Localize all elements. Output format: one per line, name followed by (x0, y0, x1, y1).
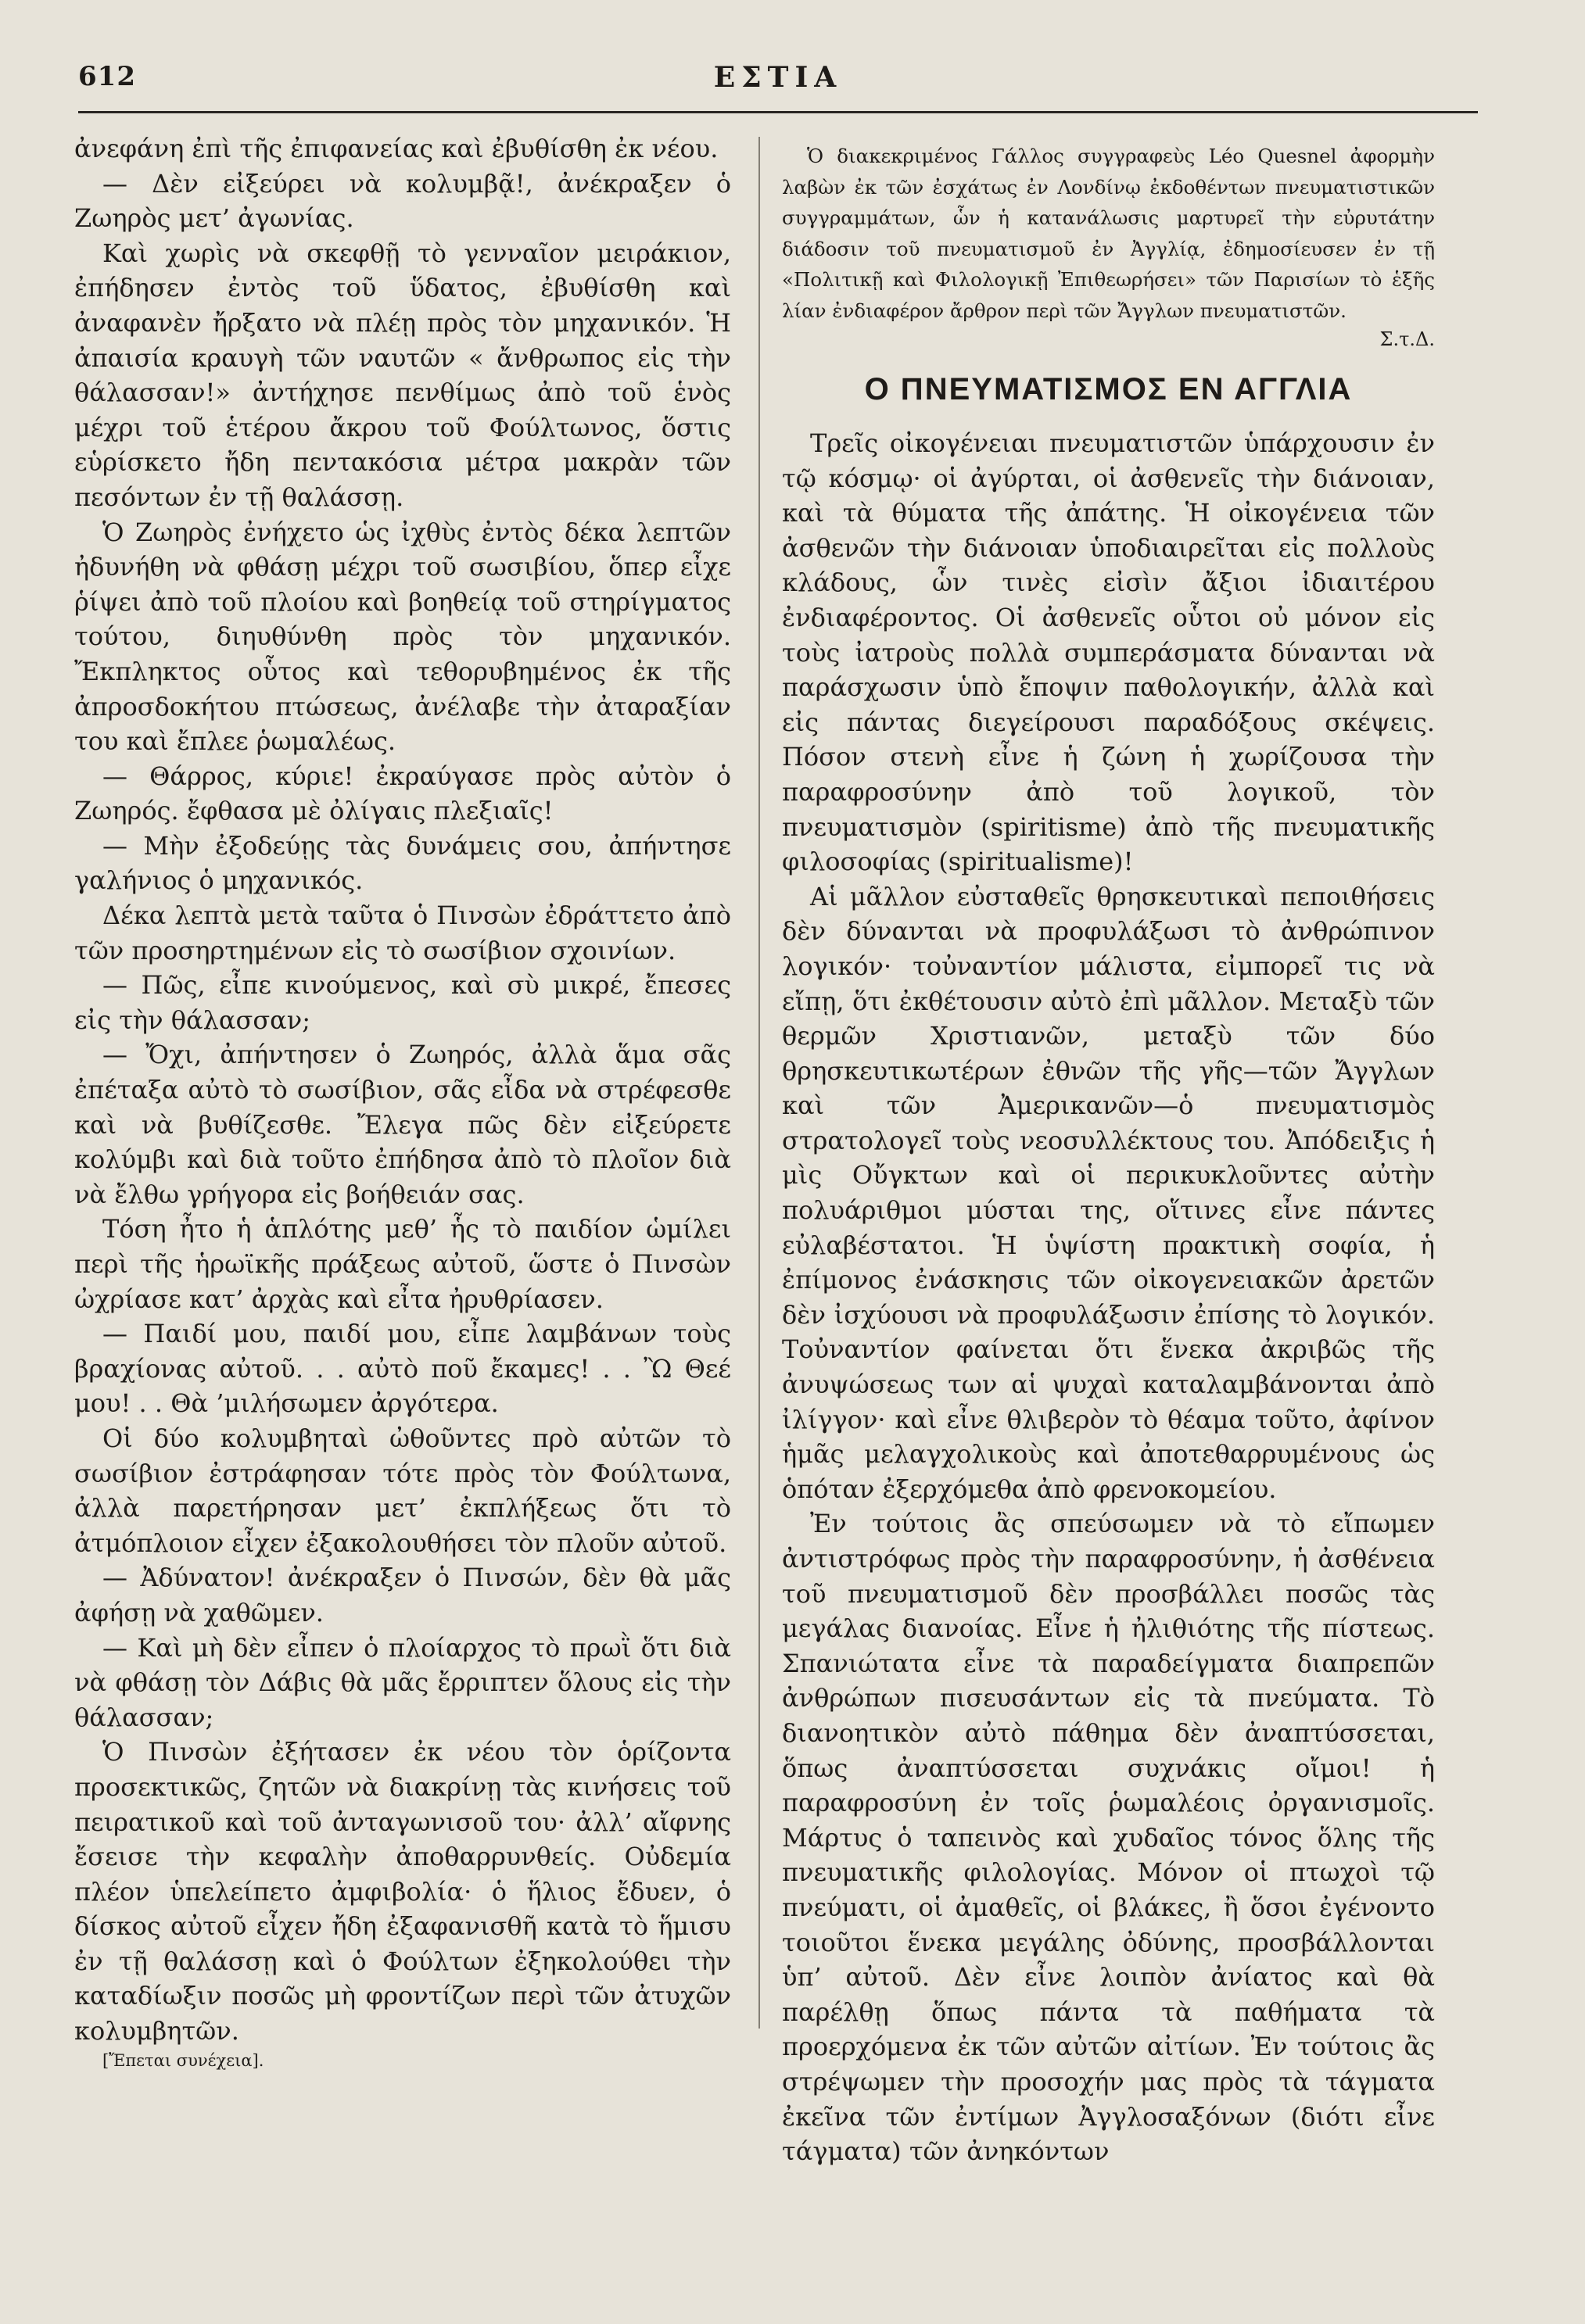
article-paragraph: Τρεῖς οἰκογένειαι πνευματιστῶν ὑπάρχουσιν ἐν τῷ κόσμῳ· οἱ ἀγύρται, οἱ ἀσθενεῖς τὴν διάνοιαν, καὶ τὰ θύματα τῆς ἀπάτης. Ἡ οἰκογένεια τῶν ἀσθενῶν τὴν διάνοιαν ὑποδιαιρεῖται εἰς πολλοὺς κλάδους, ὧν τινὲς εἰσὶν ἄξιοι ἰδιαιτέρου ἐνδιαφέροντος. Οἱ ἀσθενεῖς οὗτοι οὐ μόνον εἰς τοὺς ἰατροὺς πολλὰ συμπεράσματα δύνανται νὰ παράσχωσιν ὑπὸ ἔποψιν παθολογικήν, ἀλλὰ καὶ εἰς πάντας διεγείρουσι παραδόξους σκέψεις. Πόσον στενὴ εἶνε ἡ ζώνη ἡ χωρίζουσα τὴν παραφροσύνην ἀπὸ τοῦ λογικοῦ, τὸν πνευματισμὸν (spiritisme) ἀπὸ τῆς πνευματικῆς φιλοσοφίας (spiritualisme)! (782, 428, 1435, 877)
story-paragraph: — Ὄχι, ἀπήντησεν ὁ Ζωηρός, ἀλλὰ ἅμα σᾶς ἐπέταξα αὐτὸ τὸ σωσίβιον, σᾶς εἶδα νὰ στρέφεσθε καὶ νὰ βυθίζεσθε. Ἔλεγα πῶς δὲν εἰξεύρετε κολύμβι καὶ διὰ τοῦτο ἐπήδησα ἀπὸ τὸ πλοῖον διὰ νὰ ἔλθω γρήγορα εἰς βοήθειάν σας. (74, 1040, 731, 1209)
story-paragraph: — Ἀδύνατον! ἀνέκραξεν ὁ Πινσών, δὲν θὰ μᾶς ἀφήσῃ νὰ χαθῶμεν. (74, 1563, 731, 1628)
article-paragraph: Αἱ μᾶλλον εὐσταθεῖς θρησκευτικαὶ πεποιθήσεις δὲν δύνανται νὰ προφυλάξωσι τὸ ἀνθρώπινον λογικόν· τοὐναντίον μάλιστα, εἰμπορεῖ τις νὰ εἴπῃ, ὅτι ἐκθέτουσιν αὐτὸ ἐπὶ μᾶλλον. Μεταξὺ τῶν θερμῶν Χριστιανῶν, μεταξὺ τῶν δύο θρησκευτικωτέρων ἐθνῶν τῆς γῆς—τῶν Ἄγγλων καὶ τῶν Ἀμερικανῶν—ὁ πνευματισμὸς στρατολογεῖ τοὺς νεοσυλλέκτους του. Ἀπόδειξις ἡ μὶς Οὔγκτων καὶ οἱ περικυκλοῦντες αὐτὴν πολυάριθμοι μύσται της, οἵτινες εἶνε πάντες εὐλαβέστατοι. Ἡ ὑψίστη πρακτικὴ σοφία, ἡ ἐπίμονος ἐνάσκησις τῶν οἰκογενειακῶν ἀρετῶν δὲν ἰσχύουσι νὰ προφυλάξωσιν ἐπίσης τὸ λογικόν. Τοὐναντίον φαίνεται ὅτι ἕνεκα ἀκριβῶς τῆς ἀνυψώσεως των αἱ ψυχαὶ καταλαμβάνονται ἀπὸ ἰλίγγον· καὶ εἶνε θλιβερὸν τὸ θέαμα τοῦτο, ἀφίνον ἡμᾶς μελαγχολικοὺς καὶ ἀποτεθαρρυμένους ὡς ὁπόταν ἐξερχόμεθα ἀπὸ φρενοκομείου. (782, 881, 1435, 1504)
story-paragraph: — Θάρρος, κύριε! ἐκραύγασε πρὸς αὐτὸν ὁ Ζωηρός. ἔφθασα μὲ ὀλίγαις πλεξιαῖς! (74, 761, 731, 826)
story-paragraph: — Παιδί μου, παιδί μου, εἶπε λαμβάνων τοὺς βραχίονας αὐτοῦ. . . αὐτὸ ποῦ ἔκαμες! . . Ὢ Θεέ μου! . . Θὰ ’μιλήσωμεν ἀργότερα. (74, 1319, 731, 1419)
left-column (74, 131, 731, 2072)
page-number: 612 (78, 61, 136, 92)
story-paragraph: Δέκα λεπτὰ μετὰ ταῦτα ὁ Πινσὼν ἐδράττετο ἀπὸ τῶν προσηρτημένων εἰς τὸ σωσίβιον σχοινίων. (74, 901, 731, 965)
story-paragraph: — Πῶς, εἶπε κινούμενος, καὶ σὺ μικρέ, ἔπεσες εἰς τὴν θάλασσαν; (74, 970, 731, 1035)
story-paragraph: — Μὴν ἐξοδεύῃς τὰς δυνάμεις σου, ἀπήντησε γαλήνιος ὁ μηχανικός. (74, 830, 731, 896)
story-paragraph: — Καὶ μὴ δὲν εἶπεν ὁ πλοίαρχος τὸ πρωῒ ὅτι διὰ νὰ φθάσῃ τὸν Δάβις θὰ μᾶς ἔρριπτεν ὅλους εἰς τὴν θάλασσαν; (74, 1632, 731, 1732)
editor-note-text: Ὁ διακεκριμένος Γάλλος συγγραφεὺς Léo Quesnel ἀφορμὴν λαβὼν ἐκ τῶν ἐσχάτως ἐν Λονδίνῳ ἐκδοθέντων πνευματιστικῶν συγγραμμάτων, ὧν ἡ κατανάλωσις μαρτυρεῖ τὴν εὐρυτάτην διάδοσιν τοῦ πνευματισμοῦ ἐν Ἀγγλίᾳ, ἐδημοσίευσεν ἐν τῇ «Πολιτικῇ καὶ Φιλολογικῇ Ἐπιθεωρήσει» τῶν Παρισίων τὸ ἑξῆς λίαν ἐνδιαφέρον ἄρθρον περὶ τῶν Ἄγγλων πνευματιστῶν. (782, 145, 1435, 322)
right-column (782, 141, 1435, 2169)
story-paragraph: Οἱ δύο κολυμβηταὶ ὠθοῦντες πρὸ αὐτῶν τὸ σωσίβιον ἐστράφησαν τότε πρὸς τὸν Φούλτωνα, ἀλλὰ παρετήρησαν μετ’ ἐκπλήξεως ὅτι τὸ ἀτμόπλοιον εἶχεν ἐξακολουθήσει τὸν πλοῦν αὐτοῦ. (74, 1423, 731, 1558)
story-paragraph: Ὁ Πινσὼν ἐξήτασεν ἐκ νέου τὸν ὁρίζοντα προσεκτικῶς, ζητῶν νὰ διακρίνῃ τὰς κινήσεις τοῦ πειρατικοῦ καὶ τοῦ ἀνταγωνισοῦ του· ἀλλ’ αἴφνης ἔσεισε τὴν κεφαλὴν ἀποθαρρυνθείς. Οὐδεμία πλέον ὑπελείπετο ἀμφιβολία· ὁ ἥλιος ἔδυεν, ὁ δίσκος αὐτοῦ εἶχεν ἤδη ἐξαφανισθῆ κατὰ τὸ ἥμισυ ἐν τῇ θαλάσσῃ καὶ ὁ Φούλτων ἐξηκολούθει τὴν καταδίωξιν ποσῶς μὴ φροντίζων περὶ τῶν ἀτυχῶν κολυμβητῶν. (74, 1737, 731, 2046)
article-paragraph: Ἐν τούτοις ἂς σπεύσωμεν νὰ τὸ εἴπωμεν ἀντιστρόφως πρὸς τὴν παραφροσύνην, ἡ ἀσθένεια τοῦ πνευματισμοῦ δὲν προσβάλλει ποσῶς τὰς μεγάλας διανοίας. Εἶνε ἡ ἠλιθιότης τῆς πίστεως. Σπανιώτατα εἶνε τὰ παραδείγματα διαπρεπῶν ἀνθρώπων πισευσάντων εἰς τὰ πνεύματα. Τὸ διανοητικὸν αὐτὸ πάθημα δὲν ἀναπτύσσεται, ὅπως ἀναπτύσσεται συχνάκις οἴμοι! ἡ παραφροσύνη ἐν τοῖς ῥωμαλέοις ὀργανισμοῖς. Μάρτυς ὁ ταπεινὸς καὶ χυδαῖος τόνος ὅλης τῆς πνευματικῆς φιλολογίας. Μόνον οἱ πτωχοὶ τῷ πνεύματι, οἱ ἀμαθεῖς, οἱ βλάκες, ἢ ὅσοι ἐγένοντο τοιοῦτοι ἕνεκα μεγάλης ὀδύνης, προσβάλλονται ὑπ’ αὐτοῦ. Δὲν εἶνε λοιπὸν ἀνίατος καὶ θὰ παρέλθῃ ὅπως πάντα τὰ παθήματα τὰ προερχόμενα ἐκ τῶν αὐτῶν αἰτίων. Ἐν τούτοις ἂς στρέψωμεν τὴν προσοχήν μας πρὸς τὰ τάγματα ἐκεῖνα τῶν ἐντίμων Ἀγγλοσαξόνων (διότι εἶνε τάγματα) τῶν ἀνηκόντων (782, 1509, 1435, 2167)
continuation-note: [Ἔπεται συνέχεια]. (102, 2050, 264, 2070)
story-paragraph: Καὶ χωρὶς νὰ σκεφθῇ τὸ γενναῖον μειράκιον, ἐπήδησεν ἐντὸς τοῦ ὕδατος, ἐβυθίσθη καὶ ἀναφανὲν ἤρξατο νὰ πλέῃ πρὸς τὸν μηχανικόν. Ἡ ἀπαισία κραυγὴ τῶν ναυτῶν « ἄνθρωπος εἰς τὴν θάλασσαν!» ἀντήχησε πενθίμως ἀπὸ τοῦ ἑνὸς μέχρι τοῦ ἑτέρου ἄκρου τοῦ Φούλτωνος, ὅστις εὑρίσκετο ἤδη πεντακόσια μέτρα μακρὰν τῶν πεσόντων ἐν τῇ θαλάσσῃ. (74, 238, 731, 512)
column-divider (758, 137, 760, 2029)
story-paragraph: Ὁ Ζωηρὸς ἐνήχετο ὡς ἰχθὺς ἐντὸς δέκα λεπτῶν ἠδυνήθη νὰ φθάσῃ μέχρι τοῦ σωσιβίου, ὅπερ εἶχε ῥίψει ἀπὸ τοῦ πλοίου καὶ βοηθείᾳ τοῦ στηρίγματος τούτου, διηυθύνθη πρὸς τὸν μηχανικόν. Ἔκπληκτος οὗτος καὶ τεθορυβημένος ἐκ τῆς ἀπροσδοκήτου πτώσεως, ἀνέλαβε τὴν ἀταραξίαν του καὶ ἔπλεε ῥωμαλέως. (74, 517, 731, 757)
header-rule (78, 111, 1478, 113)
story-paragraph: Τόση ἦτο ἡ ἁπλότης μεθ’ ἧς τὸ παιδίον ὡμίλει περὶ τῆς ἡρωϊκῆς πράξεως αὐτοῦ, ὥστε ὁ Πινσὼν ὠχρίασε κατ’ ἀρχὰς καὶ εἶτα ἠρυθρίασεν. (74, 1214, 731, 1314)
article-title: Ο ΠΝΕΥΜΑΤΙΣΜΟΣ ΕΝ ΑΓΓΛΙΑ (864, 372, 1353, 406)
editor-signature: Σ.τ.Δ. (1379, 328, 1435, 350)
journal-title: ΕΣΤΙΑ (713, 61, 843, 94)
editor-note (782, 141, 1435, 326)
story-paragraph: — Δὲν εἰξεύρει νὰ κολυμβᾷ!, ἀνέκραξεν ὁ Ζωηρὸς μετ’ ἀγωνίας. (74, 168, 731, 234)
story-paragraph: ἀνεφάνη ἐπὶ τῆς ἐπιφανείας καὶ ἐβυθίσθη ἐκ νέου. (74, 134, 719, 163)
page-header (78, 61, 1478, 105)
